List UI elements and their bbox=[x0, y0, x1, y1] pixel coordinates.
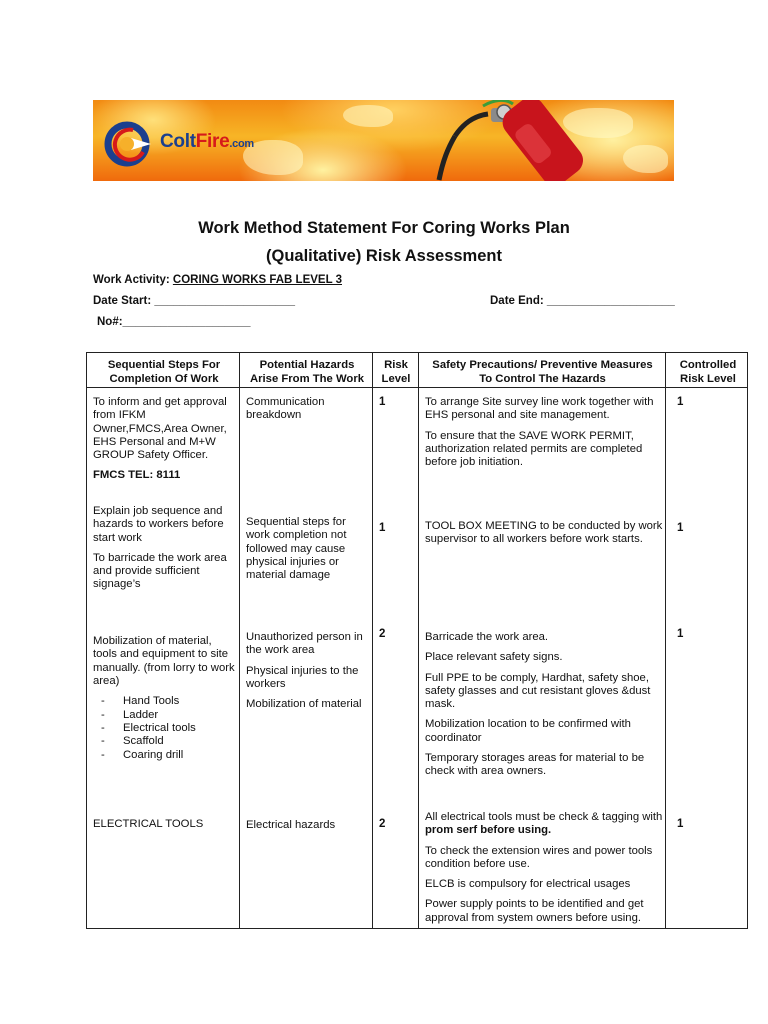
row1-controlled-risk: 1 bbox=[677, 396, 684, 408]
row4-hazard-text: Electrical hazards bbox=[246, 819, 336, 831]
row1-risk-level: 1 bbox=[379, 396, 386, 408]
row3-hazard-text: Mobilization of material bbox=[246, 698, 362, 711]
row3-measure: Mobilization location to be confirmed with coordinator bbox=[425, 718, 631, 744]
logo-word-fire: Fire bbox=[195, 131, 230, 152]
document-title: Work Method Statement For Coring Works Plan bbox=[198, 219, 570, 237]
header-steps: Sequential Steps For Completion Of Work bbox=[107, 359, 221, 385]
row4-measure-text: All electrical tools must be check & tagging with bbox=[425, 811, 663, 823]
row4-controlled-risk: 1 bbox=[677, 818, 684, 830]
coltfire-logo-text bbox=[160, 131, 254, 153]
row3-measure: Place relevant safety signs. bbox=[425, 651, 563, 664]
row3-steps bbox=[93, 635, 237, 762]
row2-step-text: To barricade the work area and provide sufficient signage’s bbox=[93, 551, 227, 591]
row1-measure: To ensure that the SAVE WORK PERMIT, authorization related permits are completed before job initiation. bbox=[425, 429, 643, 469]
row1-steps bbox=[93, 396, 237, 490]
list-item: - Scaffold bbox=[93, 735, 237, 748]
flame-highlight bbox=[623, 145, 668, 173]
header-risk-level: Risk Level bbox=[381, 359, 411, 385]
row4-step-text: ELECTRICAL TOOLS bbox=[93, 818, 204, 830]
logo-suffix: .com bbox=[229, 138, 254, 150]
row4-hazards bbox=[246, 819, 370, 839]
row2-controlled-risk: 1 bbox=[677, 522, 684, 534]
header-controlled-risk: Controlled Risk Level bbox=[679, 359, 737, 385]
work-activity-label: Work Activity: bbox=[93, 274, 170, 286]
work-activity-value: CORING WORKS FAB LEVEL 3 bbox=[172, 274, 342, 286]
row3-hazard-text: Unauthorized person in the work area bbox=[246, 631, 363, 657]
row3-measure: Temporary storages areas for material to be check with area owners. bbox=[425, 752, 645, 778]
row2-steps bbox=[93, 505, 237, 599]
row3-risk-level: 2 bbox=[379, 628, 386, 640]
row4-measure: Power supply points to be identified and get approval from system owners before using. bbox=[425, 898, 644, 924]
list-item: - Ladder bbox=[93, 709, 237, 722]
logo-word-colt: Colt bbox=[160, 131, 196, 152]
row2-measure: TOOL BOX MEETING to be conducted by work supervisor to all workers before work starts. bbox=[425, 520, 663, 546]
coltfire-banner bbox=[93, 100, 674, 181]
row4-risk-level: 2 bbox=[379, 818, 386, 830]
row3-step-text: Mobilization of material, tools and equipment to site manually. (from lorry to work area) bbox=[93, 635, 235, 687]
row2-risk-level: 1 bbox=[379, 522, 386, 534]
row1-hazard-text: Communication breakdown bbox=[246, 396, 325, 422]
row2-measures bbox=[425, 520, 663, 554]
work-activity bbox=[93, 274, 342, 286]
row3-hazards bbox=[246, 631, 370, 718]
list-item: - Electrical tools bbox=[93, 722, 237, 735]
header-measures: Safety Precautions/ Preventive Measures To Control The Hazards bbox=[432, 359, 653, 385]
list-item: - Hand Tools bbox=[93, 695, 237, 708]
flame-highlight bbox=[343, 105, 393, 127]
fmcs-tel: FMCS TEL: 8111 bbox=[93, 469, 181, 482]
row4-measure bbox=[425, 811, 663, 838]
tools-list bbox=[93, 695, 237, 762]
row2-step-text: Explain job sequence and hazards to workers before start work bbox=[93, 505, 224, 544]
row3-measure: Barricade the work area. bbox=[425, 631, 549, 643]
number-field: No#:____________________ bbox=[97, 316, 251, 328]
row4-measure: To check the extension wires and power tools condition before use. bbox=[425, 844, 653, 870]
header-hazards: Potential Hazards Arise From The Work bbox=[249, 359, 365, 385]
row3-hazard-text: Physical injuries to the workers bbox=[246, 664, 359, 690]
row2-hazards bbox=[246, 516, 366, 589]
row3-measure: Full PPE to be comply, Hardhat, safety shoe, safety glasses and cut resistant gloves &dust mask. bbox=[425, 671, 651, 711]
row4-measure-emphasis: prom serf before using. bbox=[425, 824, 552, 837]
coltfire-logo-icon bbox=[101, 120, 159, 168]
row1-measures bbox=[425, 396, 663, 476]
row1-hazards bbox=[246, 396, 366, 430]
row4-measure: ELCB is compulsory for electrical usages bbox=[425, 878, 631, 891]
row1-step-text: To inform and get approval from IFKM Owner,FMCS,Area Owner, EHS Personal and M+W GROUP Safety Officer. bbox=[93, 396, 227, 462]
risk-assessment-table bbox=[86, 352, 748, 929]
row1-measure: To arrange Site survey line work together with EHS personal and site management. bbox=[425, 396, 654, 422]
fire-extinguisher-icon bbox=[393, 100, 593, 181]
list-item: - Coaring drill bbox=[93, 749, 237, 762]
document-subtitle: (Qualitative) Risk Assessment bbox=[266, 247, 502, 265]
date-end-field: Date End: ____________________ bbox=[490, 295, 675, 307]
row3-controlled-risk: 1 bbox=[677, 628, 684, 640]
row4-measures bbox=[425, 811, 663, 932]
row3-measures bbox=[425, 631, 663, 786]
row4-steps bbox=[93, 818, 237, 838]
date-start-field: Date Start: ______________________ bbox=[93, 295, 296, 307]
row2-hazard-text: Sequential steps for work completion not followed may cause physical injuries or material damage bbox=[246, 516, 347, 582]
